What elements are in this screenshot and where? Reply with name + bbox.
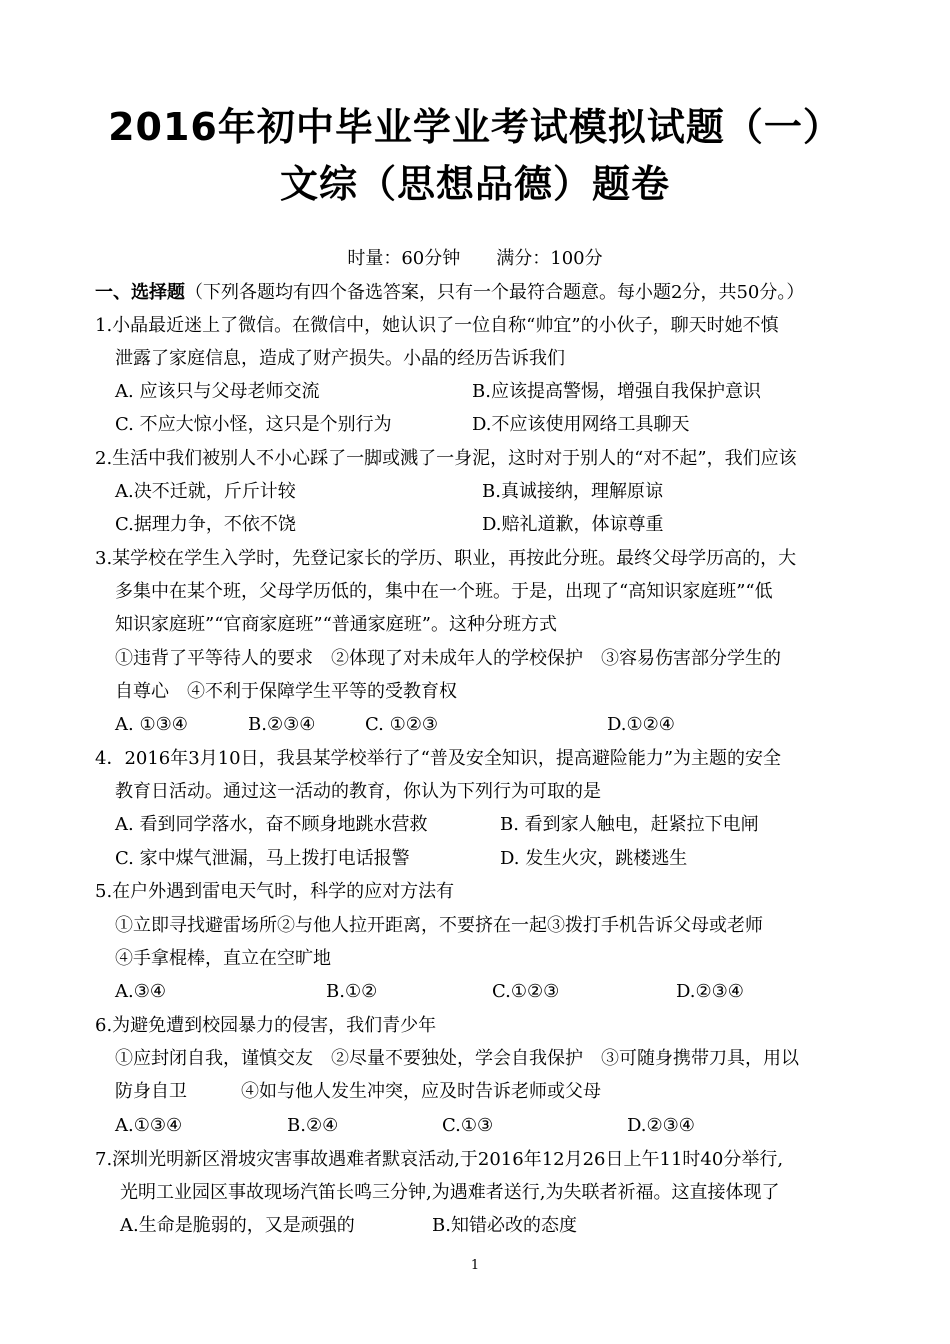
q2-option-b: B.真诚接纳，理解原谅	[482, 481, 663, 502]
q3-option-a: A. ①③④	[115, 714, 188, 735]
q3-option-b: B.②③④	[248, 714, 316, 735]
q1-option-d: D.不应该使用网络工具聊天	[472, 414, 690, 435]
q3-line1: 3.某学校在学生入学时，先登记家长的学历、职业，再按此分班。最终父母学历高的，大	[95, 548, 797, 569]
q5-option-d: D.②③④	[676, 981, 744, 1002]
q3-option-d: D.①②④	[607, 714, 675, 735]
q6-line1: 6.为避免遭到校园暴力的侵害，我们青少年	[95, 1015, 437, 1036]
exam-title-line1: 2016年初中毕业学业考试模拟试题（一）	[108, 105, 842, 149]
q7-option-a: A.生命是脆弱的，又是顽强的	[120, 1215, 355, 1236]
q5-line2: ①立即寻找避雷场所②与他人拉开距离，不要挤在一起③拨打手机告诉父母或老师	[115, 915, 763, 936]
q3-line4: ①违背了平等待人的要求 ②体现了对未成年人的学校保护 ③容易伤害部分学生的	[115, 648, 781, 669]
q1-line1: 1.小晶最近迷上了微信。在微信中，她认识了一位自称“帅宜”的小伙子，聊天时她不慎	[95, 315, 779, 336]
q6-option-d: D.②③④	[627, 1115, 695, 1136]
exam-meta: 时量：60分钟 满分：100分	[347, 248, 603, 269]
q3-line3: 知识家庭班”“官商家庭班”“普通家庭班”。这种分班方式	[115, 614, 558, 635]
q2-line1: 2.生活中我们被别人不小心踩了一脚或溅了一身泥，这时对于别人的“对不起”，我们应该	[95, 448, 797, 469]
q5-option-a: A.③④	[115, 981, 166, 1002]
q4-option-c: C. 家中煤气泄漏，马上拨打电话报警	[115, 848, 410, 869]
q1-option-c: C. 不应大惊小怪，这只是个别行为	[115, 414, 392, 435]
q4-option-d: D. 发生火灾，跳楼逃生	[500, 848, 688, 869]
q7-line2: 光明工业园区事故现场汽笛长鸣三分钟,为遇难者送行,为失联者祈福。这直接体现了	[120, 1182, 780, 1203]
q3-line5: 自尊心 ④不利于保障学生平等的受教育权	[115, 681, 457, 702]
q3-line2: 多集中在某个班，父母学历低的，集中在一个班。于是，出现了“高知识家庭班”“低	[115, 581, 773, 602]
q1-option-b: B.应该提高警惕，增强自我保护意识	[472, 381, 761, 402]
q1-option-a: A. 应该只与父母老师交流	[115, 381, 320, 402]
q7-option-b: B.知错必改的态度	[432, 1215, 577, 1236]
q4-line2: 教育日活动。通过这一活动的教育，你认为下列行为可取的是	[115, 781, 601, 802]
q7-line1: 7.深圳光明新区滑坡灾害事故遇难者默哀活动,于2016年12月26日上午11时40分举行,	[95, 1149, 784, 1170]
q4-option-a: A. 看到同学落水，奋不顾身地跳水营救	[115, 814, 428, 835]
q4-option-b: B. 看到家人触电，赶紧拉下电闸	[500, 814, 759, 835]
q6-line3: 防身自卫 ④如与他人发生冲突，应及时告诉老师或父母	[115, 1081, 601, 1102]
q6-option-b: B.②④	[287, 1115, 339, 1136]
q2-option-d: D.赔礼道歉，体谅尊重	[482, 514, 664, 535]
q5-option-c: C.①②③	[492, 981, 560, 1002]
exam-title-line2: 文综（思想品德）题卷	[279, 162, 670, 206]
q5-line1: 5.在户外遇到雷电天气时，科学的应对方法有	[95, 881, 455, 902]
q1-line2: 泄露了家庭信息，造成了财产损失。小晶的经历告诉我们	[115, 348, 565, 369]
q6-option-a: A.①③④	[115, 1115, 183, 1136]
q6-option-c: C.①③	[442, 1115, 494, 1136]
q5-line3: ④手拿棍棒，直立在空旷地	[115, 948, 331, 969]
section-head-label: 一、选择题	[95, 282, 185, 303]
q6-line2: ①应封闭自我，谨慎交友 ②尽量不要独处，学会自我保护 ③可随身携带刀具，用以	[115, 1048, 799, 1069]
page-number: 1	[470, 1258, 480, 1273]
section-note: （下列各题均有四个备选答案，只有一个最符合题意。每小题2分，共50分。）	[185, 282, 805, 303]
q3-option-c: C. ①②③	[365, 714, 438, 735]
q2-option-c: C.据理力争，不依不饶	[115, 514, 296, 535]
section-heading	[95, 281, 804, 305]
q4-line1: 4．2016年3月10日，我县某学校举行了“普及安全知识，提高避险能力”为主题的安全	[95, 748, 782, 769]
q2-option-a: A.决不迁就，斤斤计较	[115, 481, 296, 502]
q5-option-b: B.①②	[326, 981, 378, 1002]
